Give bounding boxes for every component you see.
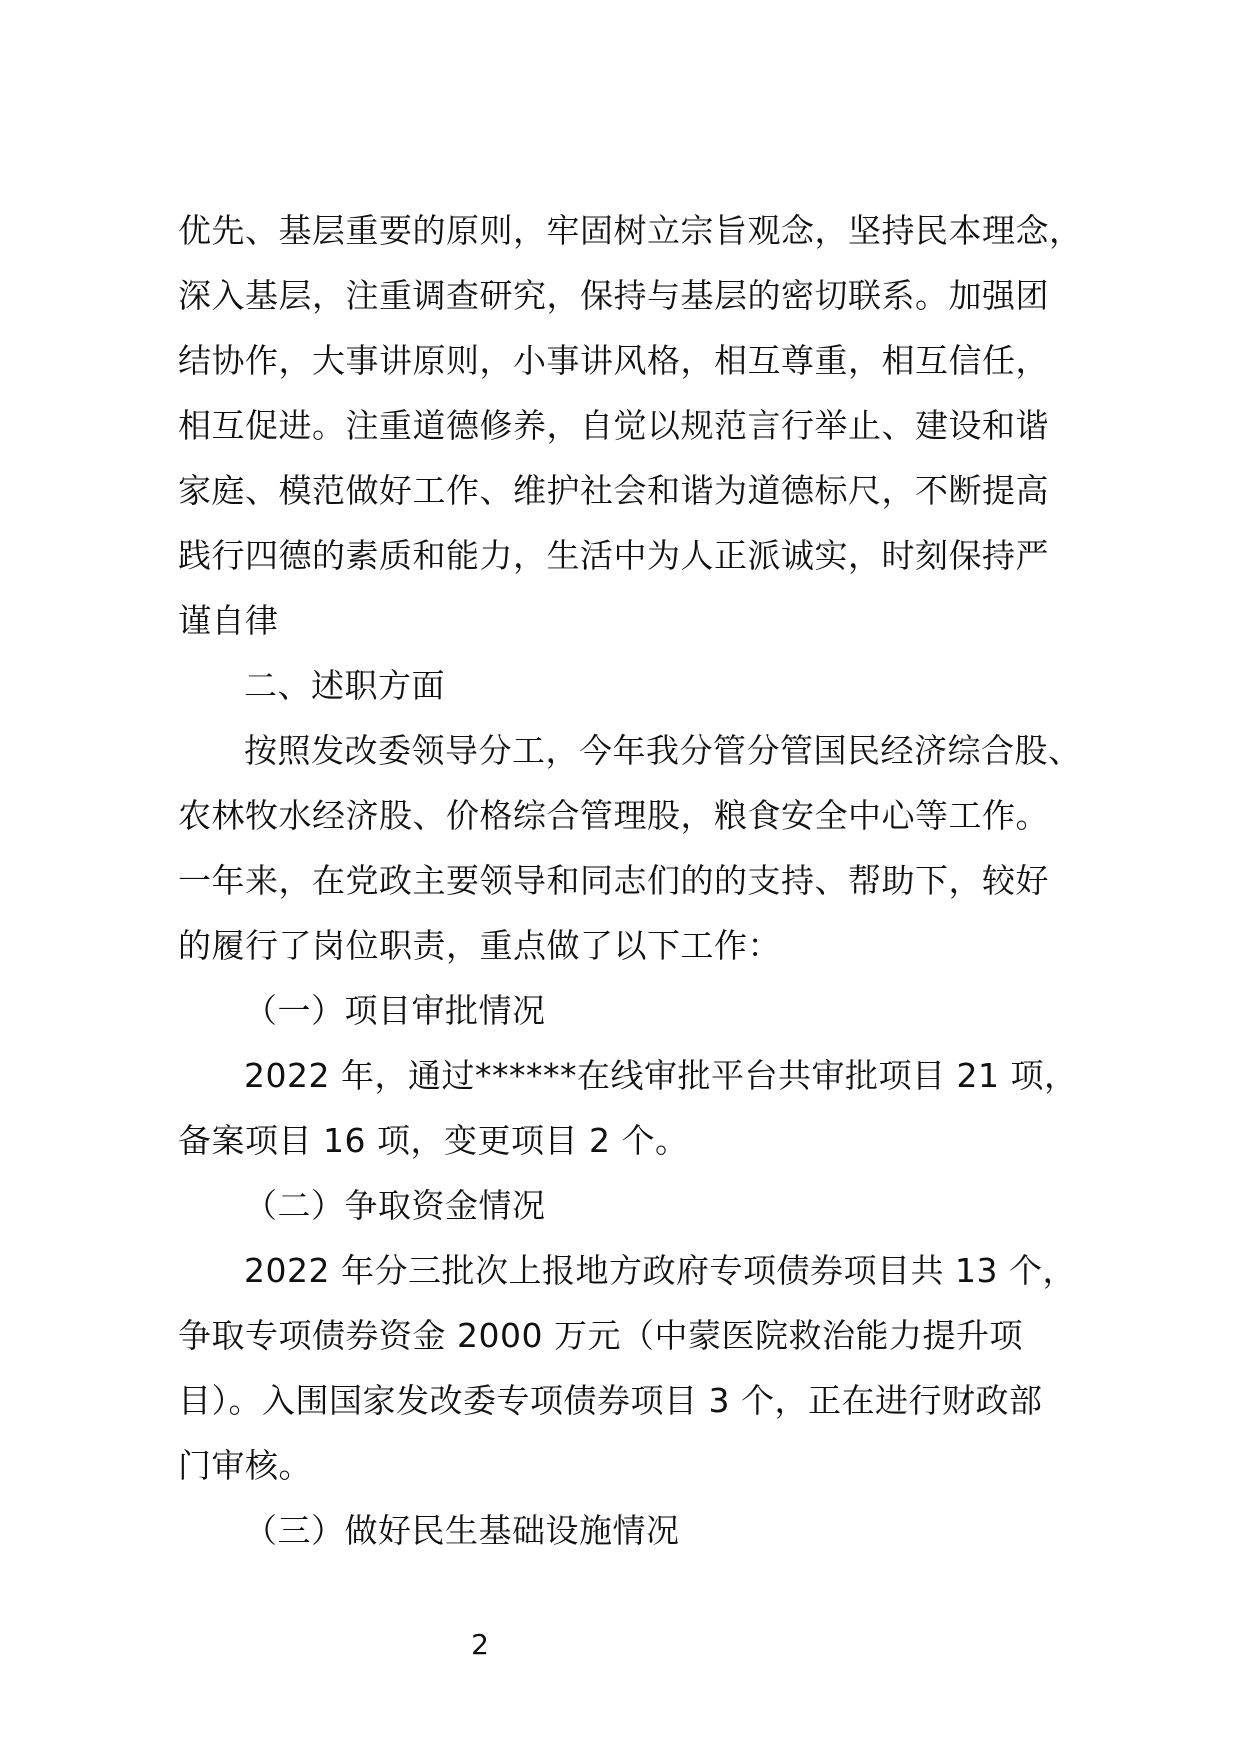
subsection-heading: （一）项目审批情况 — [244, 991, 546, 1030]
text-line: 备案项目 16 项，变更项目 2 个。 — [178, 1121, 689, 1160]
paragraph-start: 2022 年，通过******在线审批平台共审批项目 21 项， — [244, 1056, 1078, 1095]
paragraph-start: 按照发改委领导分工，今年我分管分管国民经济综合股、 — [244, 731, 1082, 770]
text-line: 门审核。 — [178, 1446, 312, 1485]
text-line: 一年来，在党政主要领导和同志们的的支持、帮助下，较好 — [178, 861, 1049, 900]
text-line: 家庭、模范做好工作、维护社会和谐为道德标尺，不断提高 — [178, 471, 1049, 510]
body-text — [178, 198, 1098, 1563]
text-line: 践行四德的素质和能力，生活中为人正派诚实，时刻保持严 — [178, 536, 1049, 575]
text-line: 结协作，大事讲原则，小事讲风格，相互尊重，相互信任， — [178, 341, 1049, 380]
text-line: 农林牧水经济股、价格综合管理股，粮食安全中心等工作。 — [178, 796, 1049, 835]
text-line: 争取专项债券资金 2000 万元（中蒙医院救治能力提升项 — [178, 1316, 1023, 1355]
section-heading: 二、述职方面 — [244, 666, 445, 705]
subsection-heading: （二）争取资金情况 — [244, 1186, 546, 1225]
text-line: 优先、基层重要的原则，牢固树立宗旨观念，坚持民本理念， — [178, 211, 1083, 250]
subsection-heading: （三）做好民生基础设施情况 — [244, 1511, 680, 1550]
paragraph-start: 2022 年分三批次上报地方政府专项债券项目共 13 个， — [244, 1251, 1076, 1290]
text-line: 相互促进。注重道德修养，自觉以规范言行举止、建设和谐 — [178, 406, 1049, 445]
text-line: 目）。入围国家发改委专项债券项目 3 个，正在进行财政部 — [178, 1381, 1043, 1420]
page-number: 2 — [471, 1628, 489, 1661]
text-line: 谨自律 — [178, 601, 279, 640]
text-line: 深入基层，注重调查研究，保持与基层的密切联系。加强团 — [178, 276, 1049, 315]
text-line: 的履行了岗位职责，重点做了以下工作： — [178, 926, 781, 965]
